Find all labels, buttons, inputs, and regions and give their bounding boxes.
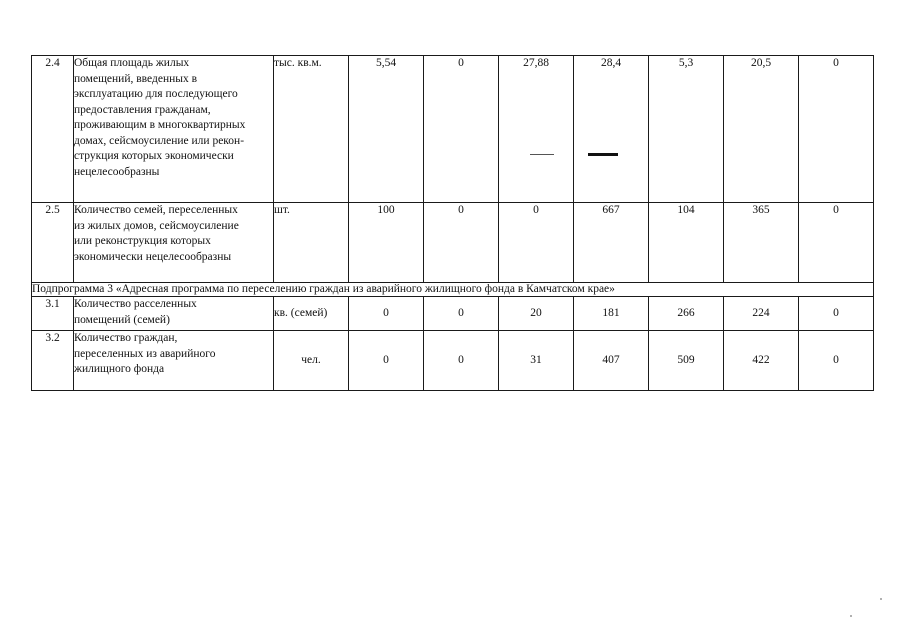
value-cell: 0 bbox=[424, 56, 499, 203]
row-description bbox=[74, 297, 274, 331]
value-cell: 0 bbox=[499, 203, 574, 283]
description-line: Количество граждан, bbox=[74, 332, 178, 344]
description-line: жилищного фонда bbox=[74, 363, 165, 375]
row-number: 2.5 bbox=[32, 203, 74, 283]
value-cell bbox=[574, 56, 649, 203]
description-line: Количество семей, переселенных bbox=[74, 204, 238, 216]
value-cell: 31 bbox=[499, 331, 574, 391]
scan-speck bbox=[850, 615, 852, 617]
value-cell: 20,5 bbox=[724, 56, 799, 203]
value-cell: 0 bbox=[349, 297, 424, 331]
description-line: предоставления гражданам, bbox=[74, 103, 211, 116]
scan-artifact bbox=[588, 153, 618, 156]
row-description bbox=[74, 203, 274, 283]
description-line: Количество расселенных bbox=[74, 298, 197, 310]
row-number: 3.2 bbox=[32, 331, 74, 391]
description-line: Общая площадь жилых bbox=[74, 57, 190, 69]
description-line: или реконструкция которых bbox=[74, 235, 211, 247]
value-text: 28,4 bbox=[600, 57, 622, 69]
description-line: помещений (семей) bbox=[74, 313, 170, 326]
unit-cell: кв. (семей) bbox=[274, 297, 349, 331]
value-cell: 365 bbox=[724, 203, 799, 283]
value-cell: 0 bbox=[424, 331, 499, 391]
description-line: переселенных из аварийного bbox=[74, 347, 216, 360]
description-line: эксплуатацию для последующего bbox=[74, 88, 238, 100]
value-cell: 5,54 bbox=[349, 56, 424, 203]
unit-cell: тыс. кв.м. bbox=[274, 56, 349, 203]
value-text: 27,88 bbox=[523, 57, 549, 69]
row-description bbox=[74, 331, 274, 391]
row-number: 3.1 bbox=[32, 297, 74, 331]
description-line: экономически нецелесообразны bbox=[74, 250, 232, 263]
unit-cell: шт. bbox=[274, 203, 349, 283]
description-line: помещений, введенных в bbox=[74, 72, 198, 85]
value-cell: 0 bbox=[424, 297, 499, 331]
subprogram-heading: Подпрограмма 3 «Адресная программа по переселению граждан из аварийного жилищного фонда в Камчатском крае» bbox=[32, 283, 874, 297]
unit-cell: чел. bbox=[274, 331, 349, 391]
value-cell: 20 bbox=[499, 297, 574, 331]
value-cell: 5,3 bbox=[649, 56, 724, 203]
data-table bbox=[31, 55, 874, 391]
value-cell bbox=[499, 56, 574, 203]
value-cell: 266 bbox=[649, 297, 724, 331]
table-row bbox=[32, 56, 874, 203]
value-cell: 0 bbox=[799, 203, 874, 283]
subprogram-row bbox=[32, 283, 874, 297]
value-cell: 667 bbox=[574, 203, 649, 283]
table-row bbox=[32, 297, 874, 331]
value-cell: 181 bbox=[574, 297, 649, 331]
scan-speck bbox=[880, 598, 882, 600]
value-cell: 100 bbox=[349, 203, 424, 283]
value-cell: 0 bbox=[799, 331, 874, 391]
value-cell: 224 bbox=[724, 297, 799, 331]
value-cell: 0 bbox=[424, 203, 499, 283]
row-description bbox=[74, 56, 274, 203]
description-line: нецелесообразны bbox=[74, 165, 160, 178]
table-row bbox=[32, 203, 874, 283]
value-cell: 0 bbox=[799, 297, 874, 331]
table-row bbox=[32, 331, 874, 391]
description-line: домах, сейсмоусиление или рекон- bbox=[74, 134, 245, 147]
row-number: 2.4 bbox=[32, 56, 74, 203]
value-cell: 104 bbox=[649, 203, 724, 283]
value-cell: 422 bbox=[724, 331, 799, 391]
value-cell: 509 bbox=[649, 331, 724, 391]
description-line: из жилых домов, сейсмоусиление bbox=[74, 219, 239, 232]
value-cell: 0 bbox=[799, 56, 874, 203]
value-cell: 407 bbox=[574, 331, 649, 391]
description-line: струкция которых экономически bbox=[74, 150, 234, 162]
scan-artifact bbox=[530, 154, 554, 155]
value-cell: 0 bbox=[349, 331, 424, 391]
description-line: проживающим в многоквартирных bbox=[74, 119, 246, 131]
